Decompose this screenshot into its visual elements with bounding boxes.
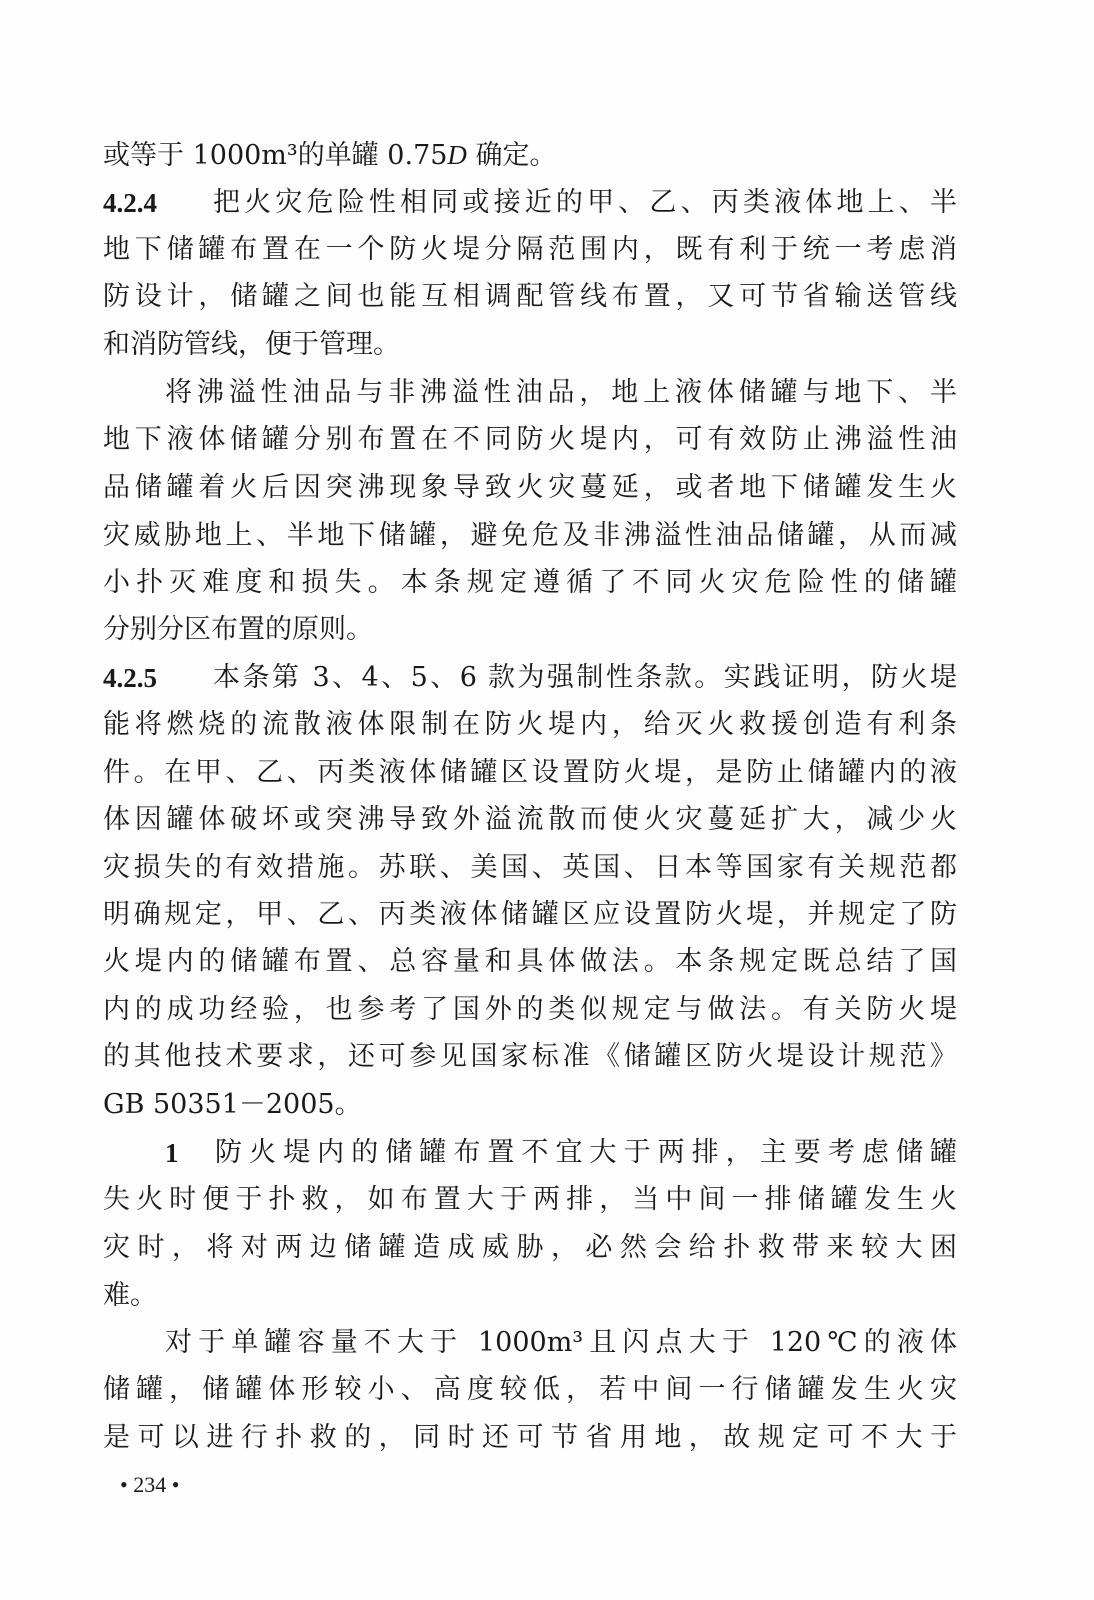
carryover-italic-d: D	[447, 140, 467, 170]
text-line: 件。在甲、乙、丙类液体储罐区设置防火堤，是防止储罐内的液	[103, 757, 957, 788]
item-number: 1	[165, 1138, 179, 1168]
text-line: 和消防管线，便于管理。	[103, 329, 400, 360]
text-line: 内的成功经验，也参考了国外的类似规定与做法。有关防火堤	[103, 994, 957, 1025]
text-line: 将沸溢性油品与非沸溢性油品，地上液体储罐与地下、半	[165, 377, 957, 408]
text-line: 储罐，储罐体形较小、高度较低，若中间一行储罐发生火灾	[103, 1374, 957, 1405]
text-line: 能将燃烧的流散液体限制在防火堤内，给灭火救援创造有利条	[103, 709, 957, 740]
text-line: 防火堤内的储罐布置不宜大于两排，主要考虑储罐	[215, 1137, 957, 1168]
text-line: 难。	[103, 1280, 157, 1311]
text-line: 把火灾危险性相同或接近的甲、乙、丙类液体地上、半	[213, 187, 957, 218]
clause-4-2-4-first-line	[103, 186, 957, 220]
text-line: 的其他技术要求，还可参见国家标准《储罐区防火堤设计规范》	[103, 1041, 957, 1072]
clause-number: 4.2.4	[103, 188, 157, 218]
text-line: 失火时便于扑救，如布置大于两排，当中间一排储罐发生火	[103, 1184, 957, 1215]
carryover-text-b: 确定。	[466, 140, 557, 171]
item-1-first-line	[165, 1136, 957, 1170]
clause-number: 4.2.5	[103, 663, 157, 693]
text-line: 灾威胁地上、半地下储罐，避免危及非沸溢性油品储罐，从而减	[103, 520, 957, 551]
text-line: 对于单罐容量不大于 1000m³且闪点大于 120℃的液体	[165, 1327, 957, 1358]
text-line: 地下储罐布置在一个防火堤分隔范围内，既有利于统一考虑消	[103, 234, 957, 265]
carryover-text-a: 或等于 1000m³的单罐 0.75	[103, 140, 448, 171]
text-line: 灾损失的有效措施。苏联、美国、英国、日本等国家有关规范都	[103, 852, 957, 883]
clause-4-2-5-first-line	[103, 661, 957, 695]
standard-reference: GB 50351－2005。	[103, 1089, 362, 1120]
text-line: 火堤内的储罐布置、总容量和具体做法。本条规定既总结了国	[103, 946, 957, 977]
page-number: • 234 •	[120, 1472, 180, 1497]
text-line: 小扑灭难度和损失。本条规定遵循了不同火灾危险性的储罐	[103, 567, 957, 598]
text-line: 本条第 3、4、5、6 款为强制性条款。实践证明，防火堤	[213, 662, 957, 693]
text-line: 分别分区布置的原则。	[103, 614, 373, 645]
text-line: 灾时，将对两边储罐造成威胁，必然会给扑救带来较大困	[103, 1232, 957, 1263]
text-line: 是可以进行扑救的，同时还可节省用地，故规定可不大于	[103, 1422, 957, 1453]
text-line: 品储罐着火后因突沸现象导致火灾蔓延，或者地下储罐发生火	[103, 472, 957, 503]
text-line: 体因罐体破坏或突沸导致外溢流散而使火灾蔓延扩大，减少火	[103, 804, 957, 835]
text-line: 防设计，储罐之间也能互相调配管线布置，又可节省输送管线	[103, 281, 957, 312]
carryover-line	[103, 138, 957, 172]
text-line: 明确规定，甲、乙、丙类液体储罐区应设置防火堤，并规定了防	[103, 899, 957, 930]
text-line: 地下液体储罐分别布置在不同防火堤内，可有效防止沸溢性油	[103, 424, 957, 455]
